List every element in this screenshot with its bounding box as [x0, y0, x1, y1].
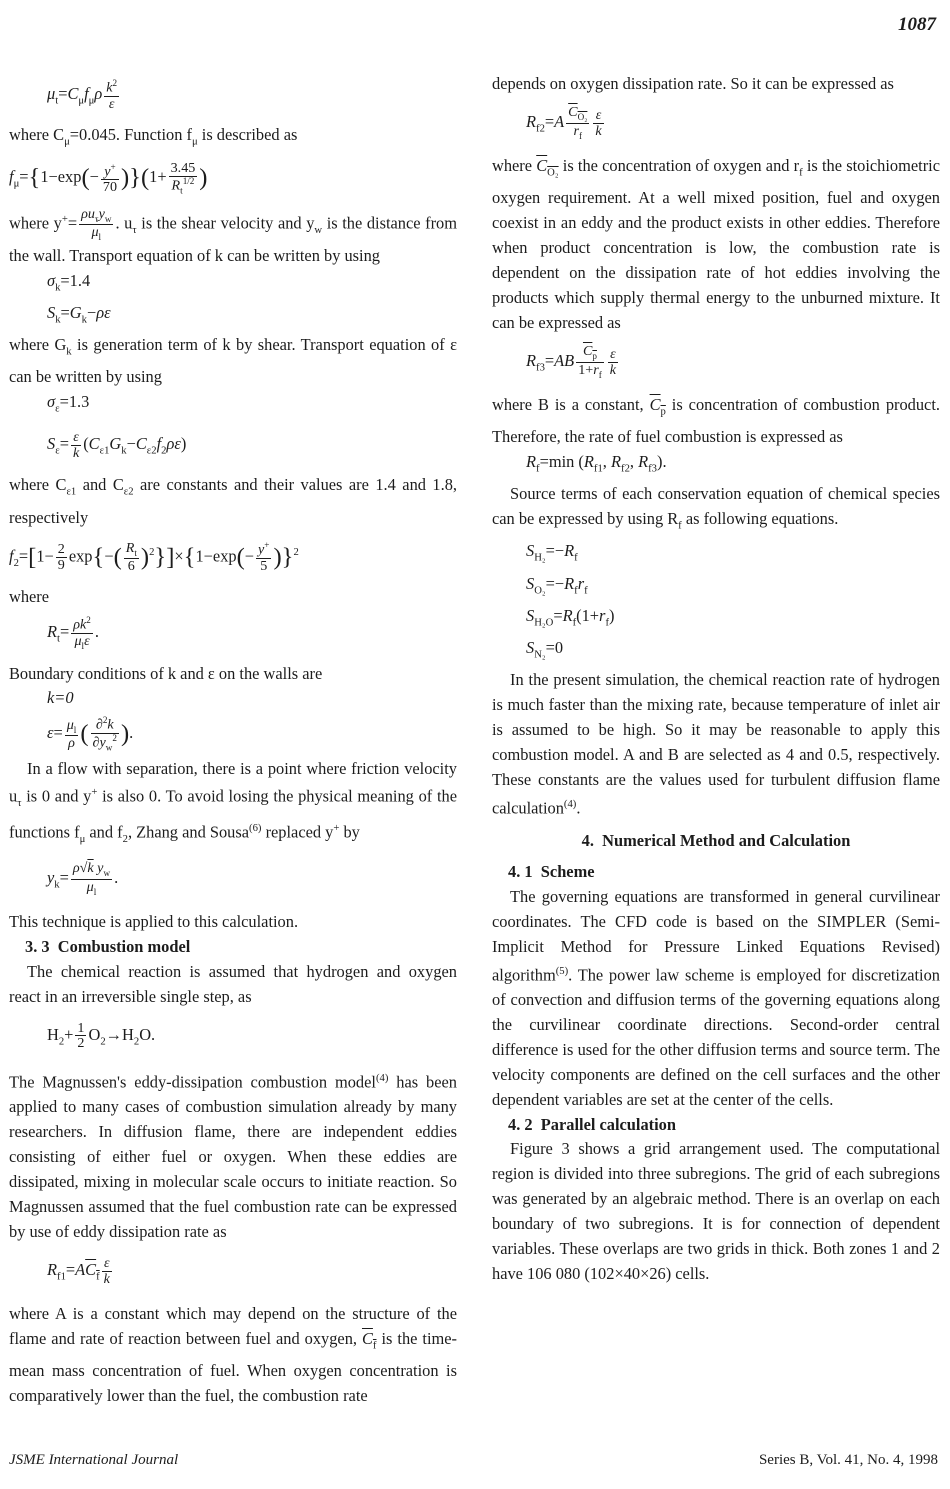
- equation-reaction: $H_2+$ $\frac{1}{2}$ $O_2\to H_2O$.: [47, 1019, 156, 1052]
- section-4-heading: 4. Numerical Method and Calculation: [581, 831, 851, 851]
- equation-sh2o: $S_{H_2O}=R_f(1+r_f)$: [526, 605, 615, 629]
- equation-rt: $R_t=$ $\frac{\rho k^2}{\mu_l\varepsilon}$ .: [47, 614, 99, 651]
- paragraph-technique: This technique is applied to this calculation.: [9, 912, 299, 932]
- equation-f-mu: $f_\mu=\{1-\exp(-$ $\frac{y^+}{70}$ )}(1+ $\frac{3.45}{R_t^{1/2}}$ ): [9, 160, 208, 196]
- paragraph-separation: In a flow with separation, there is a point where friction velocity $u_\tau$ is 0 and y+ is also 0. To avoid losing the physical meaning of the functions $f_\mu$ and $f_2$, Zhang and Sousa$^{(6)}$ replaced y+ by: [9, 758, 457, 845]
- equation-k0: k=0: [47, 688, 74, 708]
- paragraph-constant-a: where A is a constant which may depend on the structure of the flame and rate of reaction between fuel and oxygen, $C_f$ is the time-mean mass concentration of fuel. When oxygen concentration is comparatively lower than the fuel, the combustion rate: [9, 1304, 457, 1406]
- paragraph-parallel: Figure 3 shows a grid arrangement used. The computational region is divided into three subregions. The grid of each subregions was generated by an algebraic method. There is an overlap on each boundary of two subregions. It is for connection of dependent variables. These overlaps are two grids in thick. Both zones 1 and 2 have 106 080 (102×40×26) cells.: [492, 1139, 940, 1283]
- equation-sn2: $S_{N_2}=0$: [526, 638, 564, 661]
- paragraph-gk: where $G_k$ is generation term of k by shear. Transport equation of ε can be written by using: [9, 334, 457, 387]
- paragraph-cmu: where $C_\mu=0.045$. Function $f_\mu$ is described as: [9, 125, 298, 148]
- left-column: [9, 72, 457, 1409]
- paragraph-boundary: Boundary conditions of k and ε on the walls are: [9, 663, 323, 683]
- footer-series: Series B, Vol. 41, No. 4, 1998: [758, 1452, 938, 1468]
- section-3-3-heading: 3. 3 Combustion model: [25, 936, 191, 956]
- right-column: [492, 72, 940, 1287]
- paragraph-y-plus: where y+= $\frac{\rho u_\tau y_w}{\mu_l}$ . $u_\tau$ is the shear velocity and $y_w$ is the distance from the wall. Transport equation of k can be written by using: [9, 205, 457, 265]
- equation-so2: $S_{O_2}=-R_fr_f$: [526, 573, 588, 596]
- equation-rf1: $R_{f1}=AC_f$ $\frac{\varepsilon}{k}$: [47, 1254, 110, 1287]
- equation-yk: $y_k=$ $\frac{\rho√k y_w}{\mu_l}$ .: [47, 860, 119, 897]
- paragraph-magnussen: The Magnussen's eddy-dissipation combustion model$^{(4)}$ has been applied to many cases of combustion simulation already by many researchers. In diffusion flame, there are independent eddies consisting of either fuel or oxygen. When these eddies are dissipated, mixing in molecular scale occurs to initiate reaction. So Magnussen assumed that the fuel combustion rate can be expressed by use of eddy dissipation rate as: [9, 1072, 457, 1241]
- paragraph-ce: where $C_{\varepsilon 1}$ and $C_{\varepsilon 2}$ are constants and their values are 1.4 and 1.8, respectively: [9, 475, 457, 527]
- equation-rf3: $R_{f3}=AB$ $\frac{C_p}{1+r_f}$ $\frac{\varepsilon}{k}$: [526, 343, 617, 380]
- footer-journal: JSME International Journal: [9, 1452, 179, 1468]
- equation-mu-t: $\mu_t=C_\mu f_\mu\rho$ $\frac{k^2}{\varepsilon}$: [47, 78, 118, 112]
- paragraph-where: where: [9, 587, 50, 607]
- equation-f2: $f_2=[1-$ $\frac{2}{9}$ exp{−( $\frac{R_t}{6}$ )$^2$}]×{1−exp(− $\frac{y^+}{5}$ )}$^2$: [9, 539, 299, 575]
- equation-sigma-e: $\sigma_\varepsilon=1.3$: [47, 392, 90, 415]
- section-4-2-heading: 4. 2 Parallel calculation: [508, 1114, 676, 1134]
- equation-se: $S_\varepsilon=$ $\frac{\varepsilon}{k}$ $(C_{\varepsilon 1}G_k-C_{\varepsilon 2}f_2\rho\varepsilon)$: [47, 429, 187, 461]
- paragraph-co2: where $C_{O_2}$ is the concentration of oxygen and $r_f$ is the stoichiometric oxygen requirement. At a well mixed position, fuel and oxygen coexist in an eddy and the product exists in other eddies. Therefore when product concentration is low, the combustion rate is dependent on the dissipation rate of hot eddies involving the products which supply thermal energy to the unburned mixture. It can be expressed as: [492, 156, 940, 332]
- equation-sh2: $S_{H_2}=-R_f$: [526, 541, 578, 564]
- equation-rf-min: $R_f=\min$ ($R_{f1}$, $R_{f2}$, $R_{f3}$).: [526, 452, 667, 475]
- paragraph-source-terms: Source terms of each conservation equation of chemical species can be expressed by using $R_f$ as following equations.: [492, 484, 940, 532]
- equation-epsilon-wall: ε= $\frac{\mu_l}{\rho}$ ( $\frac{\partial^2k}{\partial y_w^2}$ ).: [47, 715, 134, 753]
- page-number: 1087: [898, 14, 936, 35]
- paragraph-scheme: The governing equations are transformed in general curvilinear coordinates. The CFD code is based on the SIMPLER (Semi-Implicit Method for Pressure Linked Equations Revised) algorithm$^{(5)}$. The power law scheme is employed for discretization of convection and diffusion terms of the governing equations along the curvilinear coordinate directions. Second-order central difference is used for the other diffusion terms and source term. The velocity components are defined on the cell surfaces and the other dependent variables are set at the center of the cells.: [492, 886, 940, 1109]
- equation-sigma-k: $\sigma_k=1.4$: [47, 270, 91, 293]
- equation-sk: $S_k=G_k-\rho\varepsilon$: [47, 302, 111, 326]
- paragraph-reaction: The chemical reaction is assumed that hydrogen and oxygen react in an irreversible single step, as: [9, 961, 457, 1006]
- section-4-1-heading: 4. 1 Scheme: [508, 862, 595, 882]
- paragraph-constant-b: where B is a constant, $C_p$ is concentration of combustion product. Therefore, the rate of fuel combustion is expressed as: [492, 395, 940, 447]
- paragraph-oxygen-rate: depends on oxygen dissipation rate. So it can be expressed as: [492, 74, 894, 93]
- equation-rf2: $R_{f2}=A$ $\frac{C_{O_2}}{r_f}$ $\frac{\varepsilon}{k}$: [526, 104, 602, 141]
- paragraph-simulation: In the present simulation, the chemical reaction rate of hydrogen is much faster than the mixing rate, because temperature of inlet air is assumed to be high. So it may be reasonable to apply this combustion model. A and B are selected as 4 and 0.5, respectively. These constants are the values used for turbulent diffusion flame calculation$^{(4)}$.: [492, 670, 940, 818]
